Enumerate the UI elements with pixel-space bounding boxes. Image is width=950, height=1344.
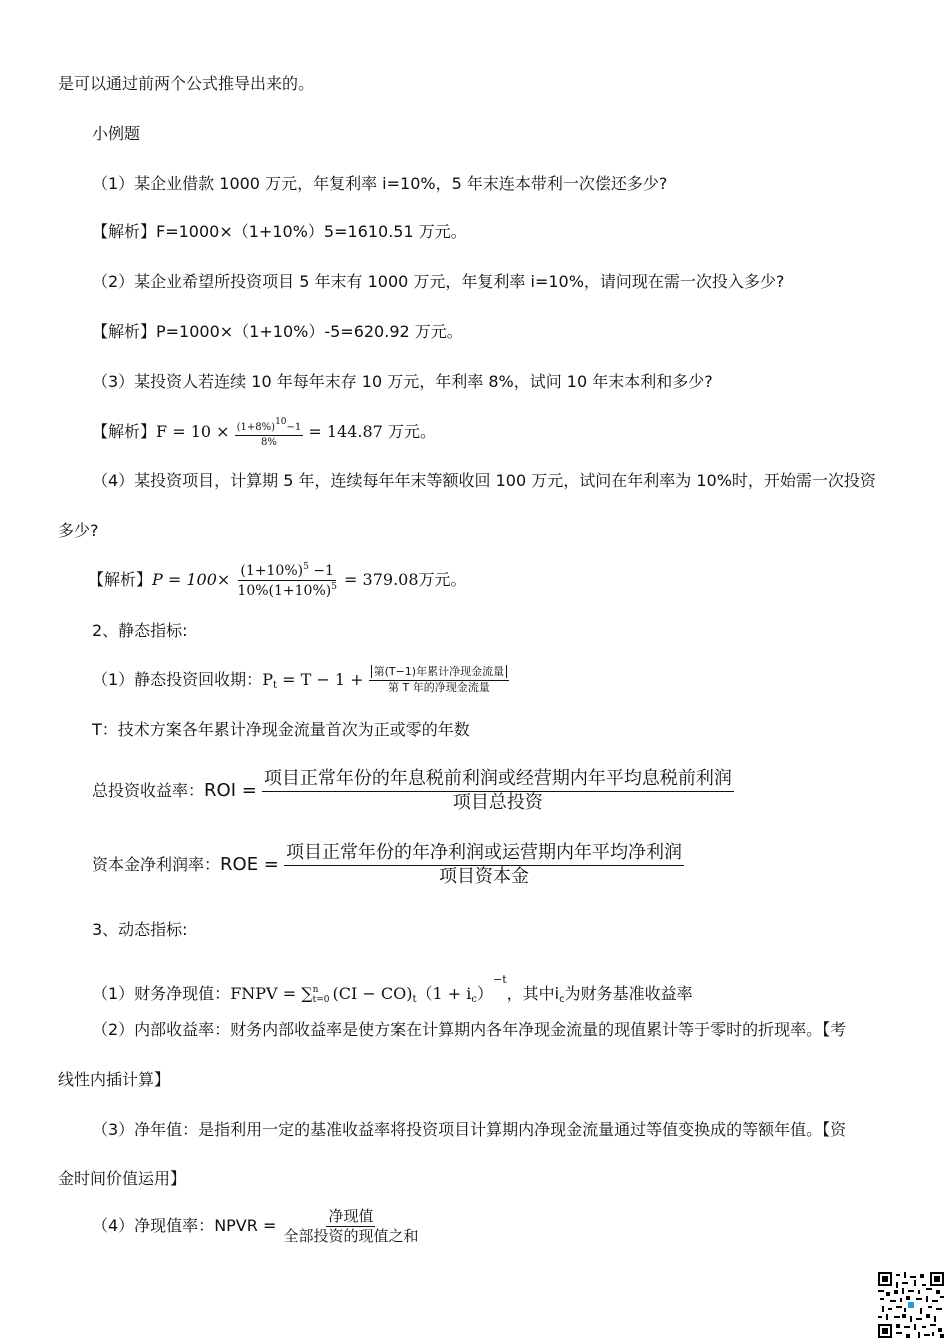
formula-lhs: P = 100× [152,570,231,589]
text-line: （2）内部收益率：财务内部收益率是使方案在计算期内各年净现金流量的现值累计等于零时的折现率。【考 [92,1020,847,1039]
fraction [235,562,339,599]
fraction [281,1208,420,1246]
formula-lhs: NPVR = [214,1216,277,1235]
formula-label: （4）净现值率： [92,1216,215,1235]
fraction-numerator: 第(T−1)年累计净现金流量 [369,666,510,681]
answer-label: 【解析】 [88,570,153,589]
formula-result: = 144.87 [308,422,383,441]
fraction-numerator: 净现值 [326,1208,375,1227]
roi-formula [92,764,734,818]
example-question: （4）某投资项目，计算期 5 年，连续每年年末等额收回 100 万元，试问在年利率为 10%时，开始需一次投资 [92,471,876,490]
formula-label: 总投资收益率： [92,781,205,800]
payback-formula [92,658,509,708]
fraction [369,666,510,694]
fraction-denominator: 全部投资的现值之和 [283,1227,419,1245]
formula-lhs: ROE = [220,854,279,875]
roe-formula [92,838,684,892]
section-heading: 3、动态指标: [92,920,188,939]
example-answer: 【解析】F=1000×（1+10%）5=1610.51 万元。 [92,222,467,241]
formula-label: （1）财务净现值： [92,984,231,1003]
formula-lhs: ROI = [204,780,257,801]
fraction-numerator: (1+8%)10−1 [235,417,304,436]
formula-lhs: F = 10 × [156,422,230,441]
fraction-denominator: 第 T 年的净现金流量 [387,681,490,694]
fraction [262,769,734,813]
example-question-cont: 多少? [58,521,99,540]
fnpv-formula [92,962,693,1018]
formula-result: = 379.08万元。 [344,570,467,589]
formula-mid: = T − 1 + [276,670,364,689]
answer-label: 【解析】 [92,422,157,441]
text-line: 是可以通过前两个公式推导出来的。 [58,74,315,93]
fraction-numerator: 项目正常年份的年净利润或运营期内年平均净利润 [284,843,684,866]
text-line-cont: 金时间价值运用】 [58,1169,187,1188]
npvr-formula [92,1204,420,1248]
example-question: （2）某企业希望所投资项目 5 年末有 1000 万元，年复利率 i=10%，请问现在需一次投入多少? [92,272,785,291]
example-answer-formula [92,414,436,450]
fraction-numerator: $(1+10\%)^5 -1$ [238,562,336,581]
fraction-denominator: 项目总投资 [452,792,543,813]
text-line-cont: 线性内插计算】 [58,1070,171,1089]
example-question: （3）某投资人若连续 10 年每年末存 10 万元，年利率 8%，试问 10 年末本利和多少? [92,372,713,391]
fraction-numerator: 项目正常年份的年息税前利润或经营期内年平均息税前利润 [262,769,734,792]
formula-lhs: $P_t$ [262,670,277,691]
text-line: T：技术方案各年累计净现金流量首次为正或零的年数 [92,720,470,739]
formula-note: ，其中$i_c$为财务基准收益率 [506,984,693,1005]
section-heading: 2、静态指标: [92,621,188,640]
fraction-denominator: 项目资本金 [438,866,529,887]
example-answer: 【解析】P=1000×（1+10%）-5=620.92 万元。 [92,322,463,341]
fraction [235,417,304,448]
formula-label: 资本金净利润率： [92,855,221,874]
qr-code-icon [878,1272,944,1338]
fraction-denominator: 8% [261,436,277,448]
formula-expression: FNPV = ∑ n t=0 $(CI - CO)_t(1 + i_c)^{-t}$ [230,973,507,1005]
formula-label: （1）静态投资回收期： [92,670,263,689]
text-line: （3）净年值：是指利用一定的基准收益率将投资项目计算期内净现金流量通过等值变换成的等额年值。【资 [92,1120,847,1139]
example-question: （1）某企业借款 1000 万元，年复利率 i=10%，5 年末连本带利一次偿还多少? [92,174,668,193]
fraction [284,843,684,887]
section-heading: 小例题 [92,124,141,143]
formula-unit: 万元。 [387,422,436,441]
example-answer-formula [88,560,467,600]
fraction-denominator: $10\%(1+10\%)^5$ [237,582,337,599]
